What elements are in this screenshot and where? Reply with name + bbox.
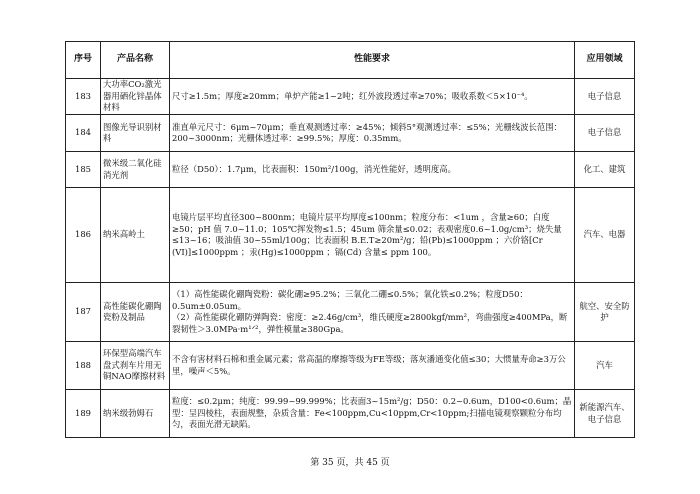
product-name: 大功率CO₂激光器用硒化锌晶体材料 — [101, 79, 170, 115]
performance-requirements: 电镜片层平均直径300~800nm；电镜片层平均厚度≤100nm；粒度分布：<1um ，含量≥60；白度≥50；pH 值 7.0~11.0；105℃挥发物≤1.5；45um 筛余量≤0.02；表观密度0.6~1.0g/cm³；烧失量≤13~16；吸油值 30~55ml/100g；比表面积 B.E.T≥20m²/g；铅(Pb)≤1000ppm ；六价铬[Cr (VI)]≤1000ppm ；汞(Hg)≤1000ppm ；镉(Cd) 含量≤ ppm 100。 — [170, 188, 575, 283]
table-row — [66, 283, 635, 342]
row-number: 189 — [66, 390, 101, 438]
spec-line: （1）高性能碳化硼陶瓷粉：碳化硼≥95.2%；三氧化二硼≤0.5%；氧化铁≤0.2%；粒度D50：0.5um±0.05um。 — [172, 289, 528, 311]
product-table — [65, 41, 635, 438]
product-name: 图像光导识别材料 — [101, 115, 170, 152]
product-name: 高性能碳化硼陶瓷粉及制品 — [101, 283, 170, 342]
table-row — [66, 390, 635, 438]
table-row — [66, 79, 635, 115]
application-field: 化工、建筑 — [575, 152, 635, 188]
table-header-row — [66, 42, 635, 79]
table-row — [66, 115, 635, 152]
header-no: 序号 — [66, 42, 101, 79]
header-product-name: 产品名称 — [101, 42, 170, 79]
application-field: 电子信息 — [575, 115, 635, 152]
table-row — [66, 152, 635, 188]
row-number: 187 — [66, 283, 101, 342]
performance-requirements: 尺寸≥1.5m；厚度≥20mm；单炉产能≥1~2吨；红外波段透过率≥70%；吸收系数＜5×10⁻⁴。 — [170, 79, 575, 115]
row-number: 186 — [66, 188, 101, 283]
product-name: 环保型高端汽车盘式刹车片用无铜NAO摩擦材料 — [101, 342, 170, 390]
header-application-field: 应用领域 — [575, 42, 635, 79]
header-performance-requirements: 性能要求 — [170, 42, 575, 79]
row-number: 183 — [66, 79, 101, 115]
product-name: 纳米级勃姆石 — [101, 390, 170, 438]
product-name: 微米级二氧化硅消光剂 — [101, 152, 170, 188]
performance-requirements: 粒径（D50）：1.7μm，比表面积：150m²/100g，消光性能好，透明度高。 — [170, 152, 575, 188]
row-number: 188 — [66, 342, 101, 390]
table-row — [66, 342, 635, 390]
performance-requirements: 不含有害材料石棉和重金属元素；常高温的摩擦等级为FE等级；落灰潘通变化值≤30；大惯量寿命≥3万公里，噪声＜5%。 — [170, 342, 575, 390]
performance-requirements — [170, 283, 575, 342]
application-field: 电子信息 — [575, 79, 635, 115]
application-field: 新能源汽车、电子信息 — [575, 390, 635, 438]
page-footer: 第 35 页，共 45 页 — [310, 458, 390, 468]
performance-requirements: 准直单元尺寸：6μm~70μm；垂直观测透过率：≥45%；倾斜5°观测透过率：≤5%；光栅线波长范围：200~3000nm；光栅体透过率：≥99.5%；厚度：0.35mm。 — [170, 115, 575, 152]
product-name: 纳米高岭土 — [101, 188, 170, 283]
spec-line: （2）高性能碳化硼防弹陶瓷：密度：≥2.46g/cm³，维氏硬度≥2800kgf/mm²，弯曲强度≥400MPa，断裂韧性＞3.0MPa·m¹ᐟ²，弹性模量≥380Gpa。 — [172, 312, 568, 334]
row-number: 185 — [66, 152, 101, 188]
row-number: 184 — [66, 115, 101, 152]
table-row — [66, 188, 635, 283]
application-field: 汽车 — [575, 342, 635, 390]
application-field: 汽车、电器 — [575, 188, 635, 283]
application-field: 航空、安全防护 — [575, 283, 635, 342]
performance-requirements: 粒度：≤0.2μm；纯度：99.99~99.999%；比表面3~15m²/g；D50：0.2~0.6um，D100<0.6um；晶型：呈四棱柱，表面规整，杂质含量：Fe<100ppm,Cu<10ppm,Cr<10ppm;扫描电镜观察颗粒分布均匀，表面光滑无缺陷。 — [170, 390, 575, 438]
